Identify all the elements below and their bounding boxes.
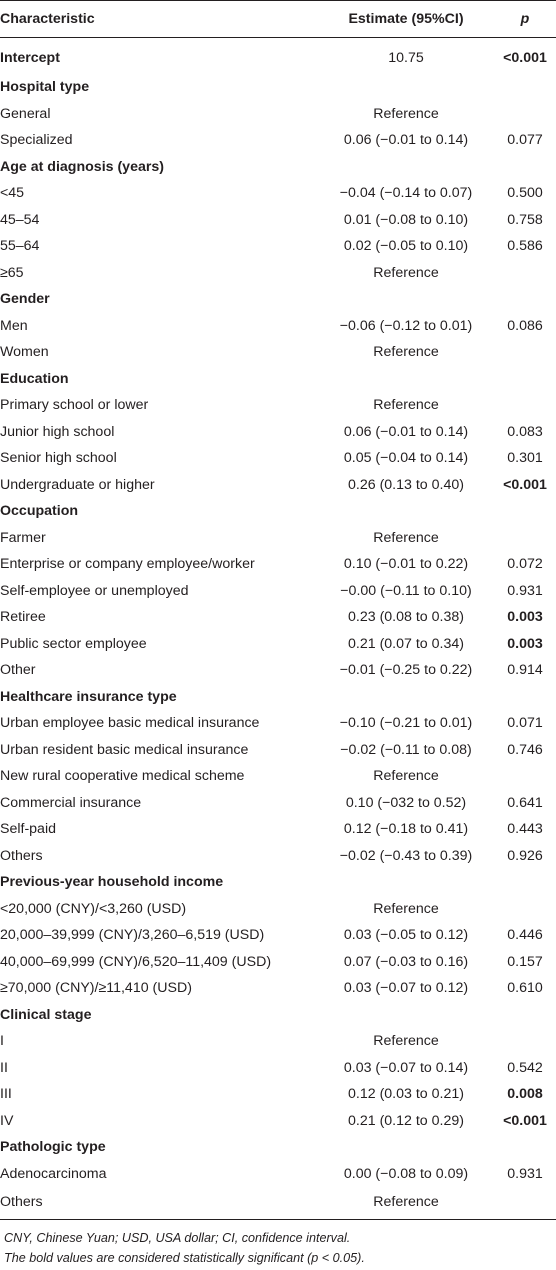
row-label: 55–64 [0,238,40,255]
table-row [0,922,556,949]
row-label: Others [0,1187,318,1220]
row-estimate [318,684,494,711]
row-label: I [0,1033,4,1050]
row-estimate: Reference [373,1033,439,1050]
table-row [0,737,556,764]
row-estimate [318,869,494,896]
row-label: Enterprise or company employee/worker [0,556,255,573]
row-p-value [494,366,556,393]
row-estimate: 0.23 (0.08 to 0.38) [348,609,464,626]
row-estimate: 0.00 (−0.08 to 0.09) [343,1165,469,1182]
table-row [0,260,556,287]
section-row [0,366,556,393]
row-label: 45–54 [0,211,40,228]
row-estimate: −0.02 (−0.11 to 0.08) [340,741,472,758]
row-label: Pathologic type [0,1139,106,1156]
section-row [0,38,556,75]
row-label: 40,000–69,999 (CNY)/6,520–11,409 (USD) [0,953,272,970]
row-p-value: 0.072 [507,556,543,573]
row-p-value: 0.641 [507,794,543,811]
table-row [0,1028,556,1055]
row-label: Commercial insurance [0,794,142,811]
table-row [0,763,556,790]
row-label: Urban resident basic medical insurance [0,741,249,758]
row-label: Junior high school [0,423,115,440]
table-row [0,1108,556,1135]
row-p-value [494,498,556,525]
table-row [0,949,556,976]
row-label: 20,000–39,999 (CNY)/3,260–6,519 (USD) [0,927,265,944]
row-estimate: Reference [373,900,439,917]
row-p-value: 0.586 [507,238,543,255]
row-label: Intercept [0,50,60,66]
table-body [0,38,556,1220]
row-p-value [494,1187,556,1220]
row-label: III [0,1086,12,1103]
table-row [0,207,556,234]
section-row [0,498,556,525]
row-label: IV [0,1112,14,1129]
row-estimate: Reference [373,397,439,414]
row-estimate: 0.06 (−0.01 to 0.14) [343,132,469,149]
section-row [0,684,556,711]
row-estimate: 0.07 (−0.03 to 0.16) [343,953,469,970]
table-row [0,975,556,1002]
table-row [0,790,556,817]
row-p-value: 0.446 [507,927,543,944]
table-row [0,472,556,499]
row-estimate: 0.03 (−0.05 to 0.12) [343,927,469,944]
row-estimate: Reference [373,344,439,361]
row-label: Specialized [0,132,73,149]
row-estimate: 0.03 (−0.07 to 0.12) [343,980,469,997]
header-estimate: Estimate (95%CI) [318,1,494,38]
row-p-value: 0.542 [507,1059,543,1076]
row-p-value [494,392,556,419]
table-row [0,127,556,154]
row-label: Healthcare insurance type [0,688,177,705]
row-estimate: 0.10 (−032 to 0.52) [345,794,467,811]
table-footnotes [0,1228,556,1268]
row-estimate: Reference [373,105,439,122]
row-estimate: Reference [318,1187,494,1220]
table-row [0,896,556,923]
row-label: Primary school or lower [0,397,149,414]
row-p-value [494,286,556,313]
row-label: Previous-year household income [0,874,224,891]
table-row [0,551,556,578]
row-p-value [494,101,556,128]
row-p-value [494,1002,556,1029]
table-row [0,578,556,605]
row-label: Hospital type [0,79,90,96]
row-p-value: 0.086 [507,317,543,334]
row-label: ≥70,000 (CNY)/≥11,410 (USD) [0,980,192,997]
row-estimate: 0.21 (0.07 to 0.34) [348,635,464,652]
row-estimate: 0.02 (−0.05 to 0.10) [343,238,469,255]
section-row [0,869,556,896]
row-label: Clinical stage [0,1006,92,1023]
table-row [0,313,556,340]
table-row [0,710,556,737]
table-row [0,180,556,207]
row-label: Undergraduate or higher [0,476,155,493]
row-p-value: 0.003 [507,609,543,626]
row-p-value: 0.003 [507,635,543,652]
row-p-value: 0.077 [507,132,543,149]
row-p-value [494,339,556,366]
table-row [0,1161,556,1188]
row-estimate: −0.00 (−0.11 to 0.10) [340,582,472,599]
row-label: Retiree [0,609,46,626]
footnote-significance: The bold values are considered statistically significant (p < 0.05). [4,1251,365,1265]
row-p-value [494,1134,556,1161]
row-label: Women [0,344,49,361]
table-row [0,525,556,552]
row-p-value [494,74,556,101]
table-row [0,816,556,843]
row-p-value [494,896,556,923]
row-estimate [318,1002,494,1029]
row-estimate: 0.12 (0.03 to 0.21) [348,1086,464,1103]
row-p-value: 0.008 [507,1086,543,1103]
header-p-value: p [494,1,556,38]
section-row [0,74,556,101]
table-row [0,1081,556,1108]
row-estimate: −0.06 (−0.12 to 0.01) [339,317,473,334]
row-label: Adenocarcinoma [0,1165,107,1182]
row-estimate: 0.03 (−0.07 to 0.14) [343,1059,469,1076]
table-row [0,233,556,260]
table-row [0,604,556,631]
row-label: Occupation [0,503,79,520]
section-row [0,154,556,181]
row-p-value: 0.758 [507,211,543,228]
row-p-value: <0.001 [503,50,547,66]
row-label: Education [0,370,69,387]
row-p-value [494,154,556,181]
table-row [0,419,556,446]
table-row [0,1055,556,1082]
row-estimate: −0.04 (−0.14 to 0.07) [339,185,473,202]
row-p-value [494,525,556,552]
table-row [0,1187,556,1220]
row-p-value: 0.157 [507,953,543,970]
row-estimate: 10.75 [388,50,424,66]
footnote-abbreviations: CNY, Chinese Yuan; USD, USA dollar; CI, confidence interval. [4,1231,351,1245]
section-row [0,1002,556,1029]
row-label: Others [0,847,43,864]
row-label: Urban employee basic medical insurance [0,715,260,732]
row-p-value: 0.443 [507,821,543,838]
row-estimate [318,1134,494,1161]
row-label: Men [0,317,28,334]
row-p-value [494,1028,556,1055]
row-label: II [0,1059,8,1076]
row-estimate: −0.10 (−0.21 to 0.01) [339,715,473,732]
row-estimate [318,366,494,393]
row-p-value: <0.001 [503,476,547,493]
table-row [0,339,556,366]
row-p-value [494,763,556,790]
row-label: New rural cooperative medical scheme [0,768,245,785]
row-estimate: 0.05 (−0.04 to 0.14) [343,450,469,467]
row-estimate: 0.10 (−0.01 to 0.22) [343,556,469,573]
row-p-value: 0.610 [507,980,543,997]
row-label: ≥65 [0,264,24,281]
row-p-value: 0.301 [507,450,543,467]
row-p-value [494,260,556,287]
row-label: Gender [0,291,50,308]
header-characteristic: Characteristic [0,1,318,38]
section-row [0,1134,556,1161]
row-p-value: 0.083 [507,423,543,440]
row-p-value [494,869,556,896]
row-label: General [0,105,51,122]
table-row [0,445,556,472]
row-estimate: Reference [373,264,439,281]
row-label: <45 [0,185,25,202]
row-label: Farmer [0,529,46,546]
row-estimate: −0.02 (−0.43 to 0.39) [339,847,473,864]
row-p-value: <0.001 [503,1112,547,1129]
row-p-value: 0.931 [507,1165,543,1182]
row-estimate: 0.21 (0.12 to 0.29) [348,1112,464,1129]
row-label: <20,000 (CNY)/<3,260 (USD) [0,900,187,917]
row-estimate [318,154,494,181]
row-label: Other [0,662,36,679]
row-p-value [494,684,556,711]
row-p-value: 0.926 [507,847,543,864]
row-p-value: 0.931 [507,582,543,599]
row-label: Public sector employee [0,635,147,652]
row-p-value: 0.746 [507,741,543,758]
row-estimate: 0.01 (−0.08 to 0.10) [343,211,469,228]
row-label: Self-paid [0,821,56,838]
row-estimate [318,498,494,525]
table-row [0,392,556,419]
row-p-value: 0.914 [507,662,543,679]
row-estimate: 0.12 (−0.18 to 0.41) [343,821,469,838]
table-row [0,657,556,684]
row-estimate: Reference [373,768,439,785]
table-header-row [0,1,556,38]
row-estimate: 0.06 (−0.01 to 0.14) [343,423,469,440]
row-label: Age at diagnosis (years) [0,158,164,175]
table-row [0,843,556,870]
row-estimate: 0.26 (0.13 to 0.40) [348,476,464,493]
row-p-value: 0.071 [507,715,543,732]
row-estimate [318,286,494,313]
row-estimate [318,74,494,101]
row-label: Self-employee or unemployed [0,582,189,599]
section-row [0,286,556,313]
row-estimate: −0.01 (−0.25 to 0.22) [339,662,473,679]
row-estimate: Reference [373,529,439,546]
row-label: Senior high school [0,450,117,467]
row-p-value: 0.500 [507,185,543,202]
table-row [0,101,556,128]
table-row [0,631,556,658]
